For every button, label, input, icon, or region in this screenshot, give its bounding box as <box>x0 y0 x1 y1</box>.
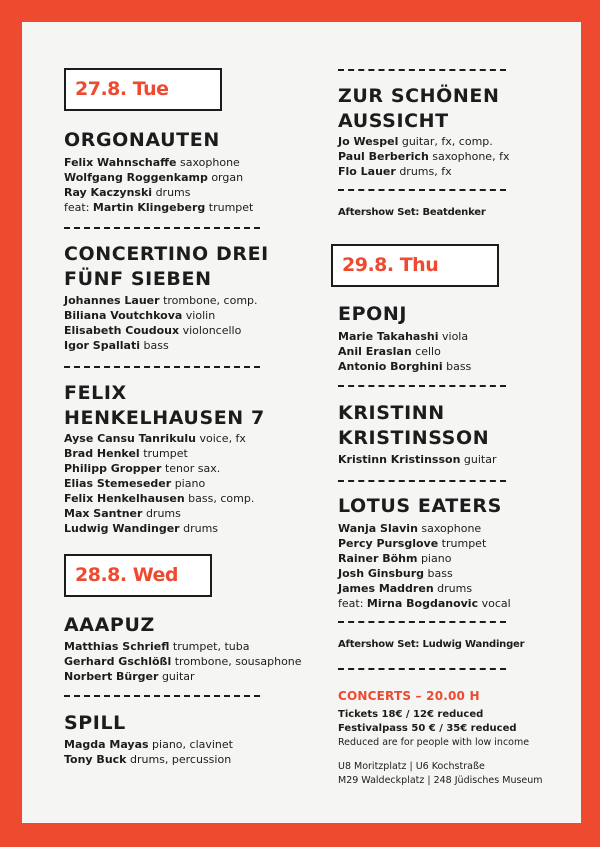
member-role: trumpet <box>208 201 254 214</box>
festivalpass-prices: Festivalpass 50 € / 35€ reduced <box>338 723 517 734</box>
dashed-divider <box>338 621 506 623</box>
member-name: Matthias Schriefl <box>64 640 170 653</box>
lineup-aaapuz <box>64 639 302 684</box>
member-name: Flo Lauer <box>338 165 396 178</box>
member-row <box>64 506 254 521</box>
aftershow-wed: Aftershow Set: Beatdenker <box>338 207 486 218</box>
member-row <box>64 446 254 461</box>
band-title-aussicht <box>338 84 500 134</box>
band-title-concertino <box>64 242 269 292</box>
member-name: Mirna Bogdanovic <box>366 597 479 610</box>
member-name: Paul Berberich <box>338 150 429 163</box>
day-heading-wed: 28.8. Wed <box>64 554 212 597</box>
member-name: Elias Stemeseder <box>64 477 172 490</box>
day-heading-thu: 29.8. Thu <box>331 244 499 287</box>
member-role: organ <box>211 171 244 184</box>
member-name: Rainer Böhm <box>338 552 418 565</box>
member-name: Magda Mayas <box>64 738 149 751</box>
member-row <box>64 338 258 353</box>
band-title-line: FELIX <box>64 382 127 404</box>
lineup-eponj <box>338 329 471 374</box>
day-heading-tue: 27.8. Tue <box>64 68 222 111</box>
member-role: drums <box>437 582 473 595</box>
band-title-henkelhausen <box>64 381 265 431</box>
member-role: drums <box>145 507 181 520</box>
dashed-divider <box>338 189 506 191</box>
member-role: drums <box>183 522 219 535</box>
band-title-line: HENKELHAUSEN 7 <box>64 407 265 429</box>
member-row <box>338 596 511 611</box>
member-role: vocal <box>481 597 511 610</box>
transit-line-2: M29 Waldeckplatz | 248 Jüdisches Museum <box>338 775 543 786</box>
member-name: Martin Klingeberg <box>92 201 206 214</box>
concerts-time: CONCERTS – 20.00 H <box>338 689 480 703</box>
member-role: voice, fx <box>199 432 246 445</box>
member-role: bass <box>143 339 169 352</box>
lineup-aussicht <box>338 134 509 179</box>
band-title-aaapuz <box>64 613 155 638</box>
member-row <box>338 359 471 374</box>
member-row <box>64 170 253 185</box>
member-row <box>64 308 258 323</box>
member-role: trumpet <box>143 447 188 460</box>
member-name: Wanja Slavin <box>338 522 418 535</box>
member-role: saxophone, fx <box>432 150 510 163</box>
member-name: Antonio Borghini <box>338 360 443 373</box>
member-row <box>64 185 253 200</box>
member-row <box>338 134 509 149</box>
member-name: Max Santner <box>64 507 143 520</box>
dashed-divider <box>338 69 506 71</box>
member-role: trumpet <box>441 537 487 550</box>
member-row <box>64 669 302 684</box>
band-title-line: FÜNF SIEBEN <box>64 268 212 290</box>
member-name: Felix Wahnschaffe <box>64 156 177 169</box>
member-role: saxophone <box>421 522 482 535</box>
member-name: Felix Henkelhausen <box>64 492 185 505</box>
member-row <box>64 293 258 308</box>
band-title-line: AUSSICHT <box>338 110 449 132</box>
member-name: Biliana Voutchkova <box>64 309 183 322</box>
member-row <box>64 200 253 215</box>
member-role: bass, comp. <box>188 492 255 505</box>
band-title-line: EPONJ <box>338 303 408 325</box>
lineup-lotus <box>338 521 511 611</box>
band-title-line: LOTUS EATERS <box>338 495 502 517</box>
member-row <box>64 654 302 669</box>
dashed-divider <box>64 227 260 229</box>
member-row <box>64 639 302 654</box>
member-name: Norbert Bürger <box>64 670 159 683</box>
member-role: saxophone <box>180 156 240 169</box>
member-name: Ray Kaczynski <box>64 186 153 199</box>
member-name: Ludwig Wandinger <box>64 522 180 535</box>
member-name: Brad Henkel <box>64 447 140 460</box>
member-role: trombone, comp. <box>163 294 258 307</box>
lineup-henkelhausen <box>64 431 254 536</box>
member-row <box>338 452 497 467</box>
band-title-orgonauten <box>64 128 220 153</box>
member-role: trumpet, tuba <box>172 640 250 653</box>
member-role: bass <box>446 360 472 373</box>
member-role: drums, percussion <box>129 753 232 766</box>
member-row <box>338 551 511 566</box>
member-role: trombone, sousaphone <box>174 655 302 668</box>
member-row <box>64 461 254 476</box>
member-name: Percy Pursglove <box>338 537 439 550</box>
dashed-divider <box>338 480 506 482</box>
member-role: guitar <box>463 453 497 466</box>
member-row <box>64 521 254 536</box>
member-role: violoncello <box>182 324 242 337</box>
member-role: viola <box>442 330 469 343</box>
aftershow-thu: Aftershow Set: Ludwig Wandinger <box>338 639 525 650</box>
member-row <box>64 476 254 491</box>
poster-sheet <box>22 22 581 823</box>
member-role: piano <box>420 552 452 565</box>
member-role: drums <box>155 186 191 199</box>
band-title-line: ZUR SCHÖNEN <box>338 85 500 107</box>
member-role: violin <box>185 309 216 322</box>
member-name: Tony Buck <box>64 753 127 766</box>
member-name: Kristinn Kristinsson <box>338 453 461 466</box>
member-row <box>64 323 258 338</box>
member-name: Johannes Lauer <box>64 294 160 307</box>
member-row <box>64 491 254 506</box>
member-name: Philipp Gropper <box>64 462 162 475</box>
dashed-divider <box>338 385 506 387</box>
lineup-concertino <box>64 293 258 353</box>
member-role: drums, fx <box>399 165 452 178</box>
band-title-line: KRISTINN <box>338 402 445 424</box>
dashed-divider <box>64 695 260 697</box>
member-name: Anil Eraslan <box>338 345 412 358</box>
lineup-spill <box>64 737 233 767</box>
member-row <box>338 329 471 344</box>
feat-prefix: feat: <box>64 201 93 214</box>
feat-prefix: feat: <box>338 597 367 610</box>
band-title-line: CONCERTINO DREI <box>64 243 269 265</box>
member-role: cello <box>415 345 441 358</box>
dashed-divider <box>338 668 506 670</box>
band-title-lotus <box>338 494 502 519</box>
member-role: bass <box>427 567 453 580</box>
band-title-spill <box>64 711 126 736</box>
lineup-kristinsson <box>338 452 497 467</box>
member-role: piano <box>174 477 206 490</box>
transit-line-1: U8 Moritzplatz | U6 Kochstraße <box>338 761 485 772</box>
member-role: tenor sax. <box>164 462 221 475</box>
member-name: Marie Takahashi <box>338 330 439 343</box>
member-name: Josh Ginsburg <box>338 567 425 580</box>
member-row <box>64 752 233 767</box>
member-name: Gerhard Gschlößl <box>64 655 172 668</box>
event-info <box>338 688 543 788</box>
member-row <box>338 521 511 536</box>
member-name: Wolfgang Roggenkamp <box>64 171 208 184</box>
member-role: guitar, fx, comp. <box>401 135 493 148</box>
dashed-divider <box>64 366 260 368</box>
ticket-prices: Tickets 18€ / 12€ reduced <box>338 709 484 720</box>
member-name: Ayse Cansu Tanrikulu <box>64 432 196 445</box>
member-name: Igor Spallati <box>64 339 140 352</box>
band-title-line: SPILL <box>64 712 126 734</box>
member-name: Elisabeth Coudoux <box>64 324 180 337</box>
band-title-eponj <box>338 302 407 327</box>
member-name: James Maddren <box>338 582 434 595</box>
member-row <box>338 149 509 164</box>
member-role: guitar <box>161 670 195 683</box>
member-row <box>338 164 509 179</box>
member-row <box>64 737 233 752</box>
member-row <box>338 536 511 551</box>
band-title-line: KRISTINSSON <box>338 427 490 449</box>
member-row <box>338 566 511 581</box>
band-title-line: ORGONAUTEN <box>64 129 220 151</box>
member-row <box>64 431 254 446</box>
member-row <box>338 581 511 596</box>
band-title-line: AAAPUZ <box>64 614 155 636</box>
member-row <box>64 155 253 170</box>
reduced-note: Reduced are for people with low income <box>338 737 530 748</box>
member-role: piano, clavinet <box>152 738 233 751</box>
member-row <box>338 344 471 359</box>
lineup-orgonauten <box>64 155 253 215</box>
band-title-kristinsson <box>338 401 489 451</box>
member-name: Jo Wespel <box>338 135 399 148</box>
